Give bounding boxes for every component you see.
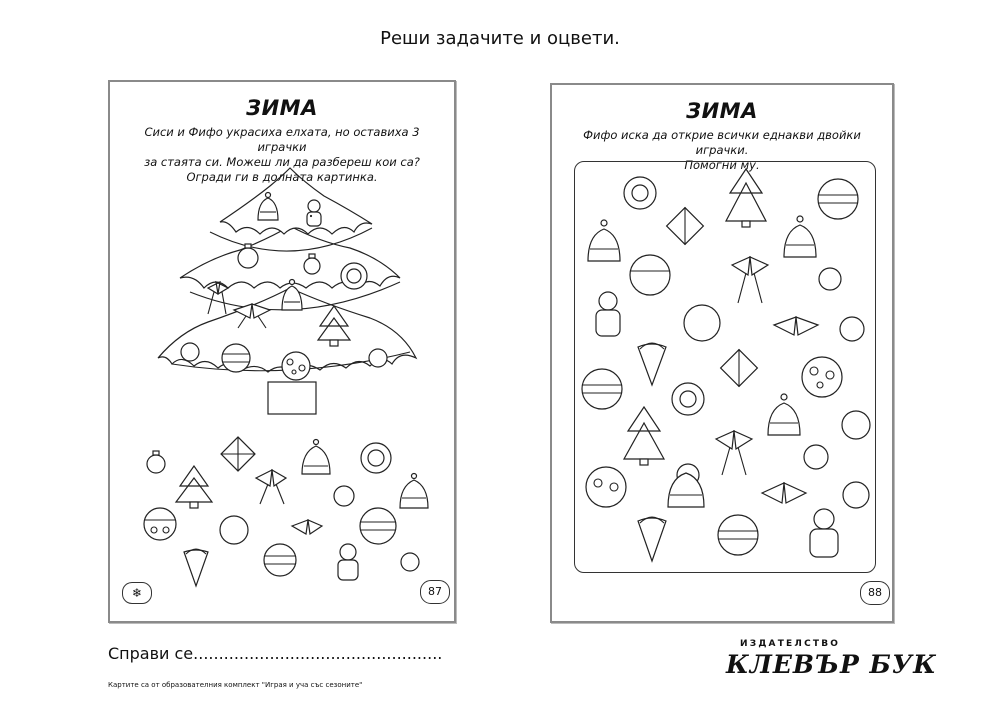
wreath-ornament	[672, 383, 704, 415]
instruction-title: Реши задачите и оцвети.	[380, 28, 620, 49]
ball-ornament	[401, 553, 419, 571]
cone-ornament	[184, 549, 208, 586]
instruction-line: Помогни му.	[684, 158, 760, 172]
bow-ornament	[774, 317, 818, 335]
ball-ornament	[144, 508, 176, 540]
ball-ornament	[684, 305, 720, 341]
bow-ornament	[732, 257, 768, 303]
gingerbread-ornament	[338, 544, 358, 580]
xmas-tree-ornament	[176, 466, 212, 508]
bow-ornament	[762, 483, 806, 503]
instruction-line: за стаята си. Можеш ли да разбереш кои са?	[144, 155, 420, 169]
bow-ornament	[292, 520, 322, 534]
ball-ornament	[586, 467, 626, 507]
publisher-logo: КЛЕВЪР БУК	[726, 650, 937, 679]
bow-ornament	[256, 470, 286, 504]
publisher-logo-subtitle: ИЗДАТЕЛСТВО	[740, 639, 841, 649]
instruction-line: Сиси и Фифо украсиха елхата, но оставиха 3 играчки	[144, 125, 420, 154]
ball-ornament	[718, 515, 758, 555]
worksheet-page-right	[550, 83, 894, 623]
left-page-instructions	[120, 125, 444, 185]
cone-ornament	[638, 343, 666, 385]
instruction-line: Огради ги в долната картинка.	[186, 170, 378, 184]
ball-ornament	[147, 451, 165, 473]
bell-ornament	[302, 440, 330, 475]
worksheet-page-left	[108, 80, 456, 623]
left-page-title: ЗИМА	[246, 96, 318, 120]
gift-box-ornament	[721, 349, 758, 387]
bow-ornament	[208, 282, 228, 314]
ball-ornament	[842, 411, 870, 439]
ball-ornament	[222, 344, 250, 372]
wreath-ornament	[361, 443, 391, 473]
snowflake-icon: ❄	[122, 582, 152, 604]
wreath-ornament	[624, 177, 656, 209]
ball-ornament	[360, 508, 396, 544]
ornament-pairs-illustration	[552, 85, 892, 621]
ball-ornament	[818, 179, 858, 219]
ball-ornament	[181, 343, 199, 361]
gift-box-ornament	[667, 207, 704, 245]
xmas-tree-ornament	[726, 169, 766, 227]
cone-ornament	[638, 517, 666, 561]
bell-ornament	[768, 394, 800, 435]
score-label: Справи се.................................................	[108, 644, 443, 663]
ball-ornament	[840, 317, 864, 341]
ball-ornament	[802, 357, 842, 397]
ball-ornament	[804, 445, 828, 469]
ball-ornament	[282, 352, 310, 380]
ball-ornament	[220, 516, 248, 544]
ball-ornament	[582, 369, 622, 409]
ball-ornament	[843, 482, 869, 508]
right-page-title: ЗИМА	[686, 99, 758, 123]
instruction-line: Фифо иска да открие всички еднакви двойки играчки.	[583, 128, 861, 157]
gingerbread-ornament	[810, 509, 838, 557]
ball-ornament	[264, 544, 296, 576]
tree-trunk	[268, 382, 316, 414]
source-note: Картите са от образователния комплект "Играя и уча със сезоните"	[108, 681, 363, 689]
gift-box-ornament	[221, 437, 255, 471]
bell-ornament	[400, 474, 428, 509]
page-number: 87	[420, 580, 450, 604]
ball-ornament	[369, 349, 387, 367]
ball-ornament	[334, 486, 354, 506]
ball-ornament	[819, 268, 841, 290]
bell-ornament	[588, 220, 620, 261]
bell-ornament	[784, 216, 816, 257]
ball-ornament	[630, 255, 670, 295]
bow-ornament	[716, 431, 752, 475]
gingerbread-ornament	[307, 200, 321, 226]
page-number: 88	[860, 581, 890, 605]
gingerbread-ornament	[596, 292, 620, 336]
wreath-ornament	[341, 263, 367, 289]
xmas-tree-ornament	[624, 407, 664, 465]
